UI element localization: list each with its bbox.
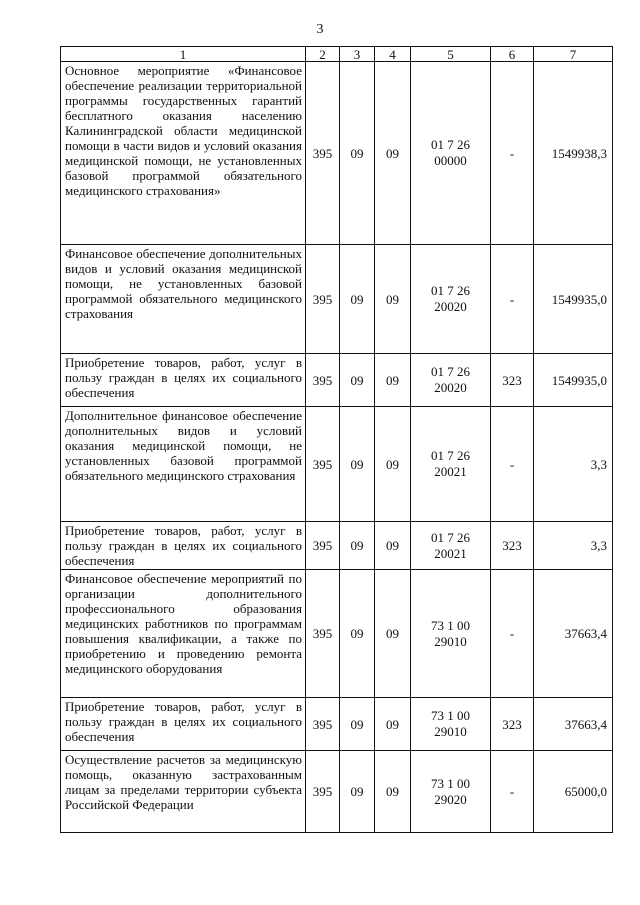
row-admin-code: 395 — [306, 407, 340, 522]
target-article-part1: 01 7 26 — [431, 529, 470, 545]
row-description: Приобретение товаров, работ, услуг в пользу граждан в целях их социального обеспечения — [61, 522, 306, 570]
row-expense-type: - — [491, 751, 534, 833]
table-row — [61, 751, 613, 833]
row-admin-code: 395 — [306, 570, 340, 698]
row-admin-code: 395 — [306, 751, 340, 833]
row-target-article — [411, 62, 491, 245]
header-cell-6: 6 — [491, 47, 534, 62]
target-article-part2: 20020 — [434, 299, 467, 314]
table-row — [61, 698, 613, 751]
row-admin-code: 395 — [306, 245, 340, 354]
row-admin-code: 395 — [306, 522, 340, 570]
row-expense-type: - — [491, 62, 534, 245]
row-section-code: 09 — [340, 354, 375, 407]
target-article-part2: 29020 — [434, 791, 467, 807]
row-target-article — [411, 698, 491, 751]
row-admin-code: 395 — [306, 354, 340, 407]
target-article-part2: 20021 — [434, 545, 467, 561]
row-target-article — [411, 751, 491, 833]
target-article-part1: 73 1 00 — [431, 617, 470, 633]
target-article-part1: 73 1 00 — [431, 775, 470, 791]
row-section-code: 09 — [340, 570, 375, 698]
page-number: 3 — [316, 22, 324, 37]
row-amount: 1549938,3 — [534, 62, 613, 245]
row-target-article — [411, 245, 491, 354]
target-article-part1: 01 7 26 — [431, 283, 470, 298]
table-row — [61, 62, 613, 245]
row-subsection-code: 09 — [375, 354, 411, 407]
row-section-code: 09 — [340, 751, 375, 833]
table-row — [61, 245, 613, 354]
row-amount: 3,3 — [534, 407, 613, 522]
row-amount: 37663,4 — [534, 570, 613, 698]
row-expense-type: - — [491, 245, 534, 354]
row-section-code: 09 — [340, 245, 375, 354]
target-article-part2: 20021 — [434, 464, 467, 479]
row-subsection-code: 09 — [375, 698, 411, 751]
target-article-part1: 01 7 26 — [431, 137, 470, 152]
row-description: Приобретение товаров, работ, услуг в пользу граждан в целях их социального обеспечения — [61, 354, 306, 407]
row-target-article — [411, 522, 491, 570]
row-amount: 3,3 — [534, 522, 613, 570]
row-admin-code: 395 — [306, 62, 340, 245]
row-subsection-code: 09 — [375, 522, 411, 570]
header-cell-1: 1 — [61, 47, 306, 62]
row-expense-type: 323 — [491, 354, 534, 407]
row-target-article — [411, 354, 491, 407]
row-subsection-code: 09 — [375, 62, 411, 245]
row-amount: 65000,0 — [534, 751, 613, 833]
row-description: Дополнительное финансовое обеспечение дополнительных видов и условий оказания медицинской помощи, не установленных базовой программой обязательного медицинского страхования — [61, 407, 306, 522]
row-subsection-code: 09 — [375, 570, 411, 698]
target-article-part1: 73 1 00 — [431, 708, 470, 723]
target-article-part1: 01 7 26 — [431, 364, 470, 379]
row-subsection-code: 09 — [375, 407, 411, 522]
table-header-row — [61, 47, 613, 62]
row-expense-type: - — [491, 407, 534, 522]
row-expense-type: 323 — [491, 698, 534, 751]
row-expense-type: - — [491, 570, 534, 698]
row-admin-code: 395 — [306, 698, 340, 751]
row-amount: 1549935,0 — [534, 354, 613, 407]
header-cell-4: 4 — [375, 47, 411, 62]
row-section-code: 09 — [340, 698, 375, 751]
table-row — [61, 354, 613, 407]
row-amount: 1549935,0 — [534, 245, 613, 354]
row-section-code: 09 — [340, 407, 375, 522]
row-section-code: 09 — [340, 522, 375, 570]
target-article-part1: 01 7 26 — [431, 448, 470, 463]
table-row — [61, 570, 613, 698]
table-row — [61, 522, 613, 570]
header-cell-5: 5 — [411, 47, 491, 62]
target-article-part2: 29010 — [434, 633, 467, 649]
row-expense-type: 323 — [491, 522, 534, 570]
budget-allocation-table — [60, 46, 613, 833]
row-description: Основное мероприятие «Финансовое обеспечение реализации территориальной программы государственных гарантий бесплатного оказания населению Калининградской области медицинской помощи в части видов и условий оказания медицинской помощи, не установленных базовой программой обязательного медицинского страхования» — [61, 62, 306, 245]
row-target-article — [411, 407, 491, 522]
header-cell-3: 3 — [340, 47, 375, 62]
target-article-part2: 29010 — [434, 724, 467, 739]
table-row — [61, 407, 613, 522]
row-subsection-code: 09 — [375, 751, 411, 833]
target-article-part2: 20020 — [434, 380, 467, 395]
row-description: Приобретение товаров, работ, услуг в пользу граждан в целях их социального обеспечения — [61, 698, 306, 751]
row-target-article — [411, 570, 491, 698]
target-article-part2: 00000 — [434, 153, 467, 168]
row-section-code: 09 — [340, 62, 375, 245]
row-description: Финансовое обеспечение мероприятий по организации дополнительного профессионального образования медицинских работников по программам повышения квалификации, а также по приобретению и проведению ремонта медицинского оборудования — [61, 570, 306, 698]
header-cell-2: 2 — [306, 47, 340, 62]
row-amount: 37663,4 — [534, 698, 613, 751]
row-subsection-code: 09 — [375, 245, 411, 354]
row-description: Финансовое обеспечение дополнительных видов и условий оказания медицинской помощи, не установленных базовой программой обязательного медицинского страхования — [61, 245, 306, 354]
row-description: Осуществление расчетов за медицинскую помощь, оказанную застрахованным лицам за пределами территории субъекта Российской Федерации — [61, 751, 306, 833]
header-cell-7: 7 — [534, 47, 613, 62]
